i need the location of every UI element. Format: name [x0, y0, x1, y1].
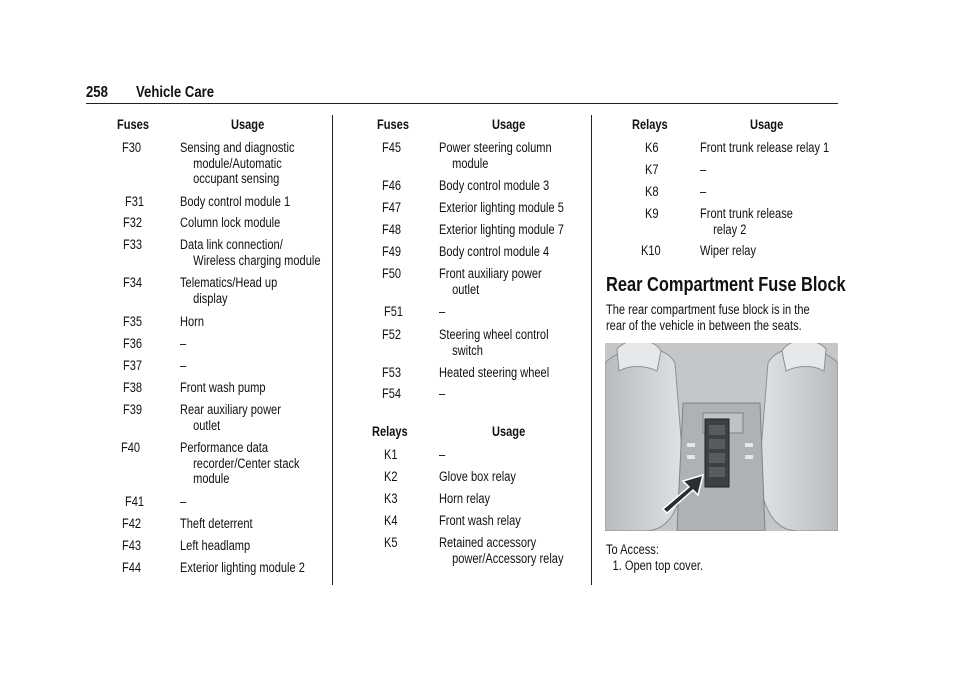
table-row-code: F46 [382, 178, 402, 193]
table-row-code: K1 [384, 447, 398, 462]
table-header-relays: Relays [372, 424, 408, 439]
step-item: 1. Open top cover. [612, 558, 704, 573]
table-row-code: F42 [122, 516, 142, 531]
table-row-code: K7 [645, 162, 659, 177]
table-row-code: K5 [384, 535, 398, 550]
table-row-usage: Front auxiliary power outlet [439, 266, 542, 297]
table-row-usage: Retained accessory power/Accessory relay [439, 535, 564, 566]
table-row-code: F49 [382, 244, 402, 259]
table-row-usage: Front wash pump [180, 380, 266, 395]
table-row-usage: – [700, 184, 707, 199]
table-row-usage: Power steering column module [439, 140, 552, 171]
table-row-usage: – [439, 447, 446, 462]
table-row-usage: Steering wheel control switch [439, 327, 549, 358]
table-row-code: F31 [125, 194, 145, 209]
table-row-usage: Body control module 1 [180, 194, 291, 209]
table-row-usage: Sensing and diagnostic module/Automatic occupant sensing [180, 140, 295, 186]
table-row-usage: Horn relay [439, 491, 491, 506]
table-row-code: F36 [123, 336, 143, 351]
table-header-fuses: Fuses [117, 117, 150, 132]
table-row-code: F34 [123, 275, 143, 290]
table-row-code: F54 [382, 386, 402, 401]
table-row-code: F50 [382, 266, 402, 281]
table-row-code: F39 [123, 402, 143, 417]
table-row-usage: Horn [180, 314, 204, 329]
table-row-code: F52 [382, 327, 402, 342]
table-row-usage: Body control module 4 [439, 244, 550, 259]
table-row-code: F45 [382, 140, 402, 155]
table-row-code: F43 [122, 538, 142, 553]
table-row-code: F32 [123, 215, 143, 230]
header-rule [86, 103, 838, 104]
table-header-usage: Usage [492, 117, 526, 132]
table-row-code: F37 [123, 358, 143, 373]
table-row-usage: Wiper relay [700, 243, 756, 258]
table-row-usage: Rear auxiliary power outlet [180, 402, 281, 433]
table-row-code: F48 [382, 222, 402, 237]
table-row-usage: – [180, 358, 187, 373]
table-row-code: F41 [125, 494, 145, 509]
table-row-code: F51 [384, 304, 404, 319]
table-row-usage: – [439, 304, 446, 319]
table-row-usage: Exterior lighting module 2 [180, 560, 305, 575]
table-row-usage: Data link connection/ Wireless charging module [180, 237, 321, 268]
table-header-relays: Relays [632, 117, 668, 132]
page-number: 258 [86, 84, 108, 101]
table-row-usage: Front trunk release relay 1 [700, 140, 830, 155]
table-row-usage: Heated steering wheel [439, 365, 550, 380]
section-paragraph: The rear compartment fuse block is in the rear of the vehicle in between the seats. [606, 302, 810, 333]
table-row-code: K10 [641, 243, 661, 258]
table-row-usage: Body control module 3 [439, 178, 550, 193]
table-row-code: K3 [384, 491, 398, 506]
table-header-usage: Usage [750, 117, 784, 132]
rear-compartment-photo [605, 343, 838, 531]
table-row-code: F35 [123, 314, 143, 329]
table-row-code: K6 [645, 140, 659, 155]
table-row-usage: Theft deterrent [180, 516, 253, 531]
column-divider [591, 115, 592, 585]
table-row-code: F47 [382, 200, 402, 215]
table-row-usage: – [700, 162, 707, 177]
table-row-code: K8 [645, 184, 659, 199]
table-row-usage: Glove box relay [439, 469, 516, 484]
table-row-code: F53 [382, 365, 402, 380]
table-header-usage: Usage [231, 117, 265, 132]
table-row-code: F30 [122, 140, 142, 155]
table-row-code: F33 [123, 237, 143, 252]
table-row-code: F40 [121, 440, 141, 455]
table-row-code: F38 [123, 380, 143, 395]
table-row-code: F44 [122, 560, 142, 575]
table-row-code: K9 [645, 206, 659, 221]
table-row-usage: Exterior lighting module 5 [439, 200, 564, 215]
section-title: Vehicle Care [136, 84, 215, 101]
column-divider [332, 115, 333, 585]
table-row-code: K2 [384, 469, 398, 484]
table-header-fuses: Fuses [377, 117, 410, 132]
table-row-usage: Column lock module [180, 215, 281, 230]
table-row-usage: – [180, 336, 187, 351]
section-heading: Rear Compartment Fuse Block [606, 274, 846, 296]
table-row-usage: – [180, 494, 187, 509]
table-row-usage: Performance data recorder/Center stack module [180, 440, 300, 486]
table-row-usage: Exterior lighting module 7 [439, 222, 564, 237]
access-instructions: To Access: 1. Open top cover. [606, 542, 704, 573]
table-header-usage: Usage [492, 424, 526, 439]
table-row-usage: Left headlamp [180, 538, 251, 553]
table-row-usage: Front wash relay [439, 513, 521, 528]
table-row-usage: Front trunk release relay 2 [700, 206, 793, 237]
table-row-usage: – [439, 386, 446, 401]
table-row-usage: Telematics/Head up display [180, 275, 278, 306]
table-row-code: K4 [384, 513, 398, 528]
